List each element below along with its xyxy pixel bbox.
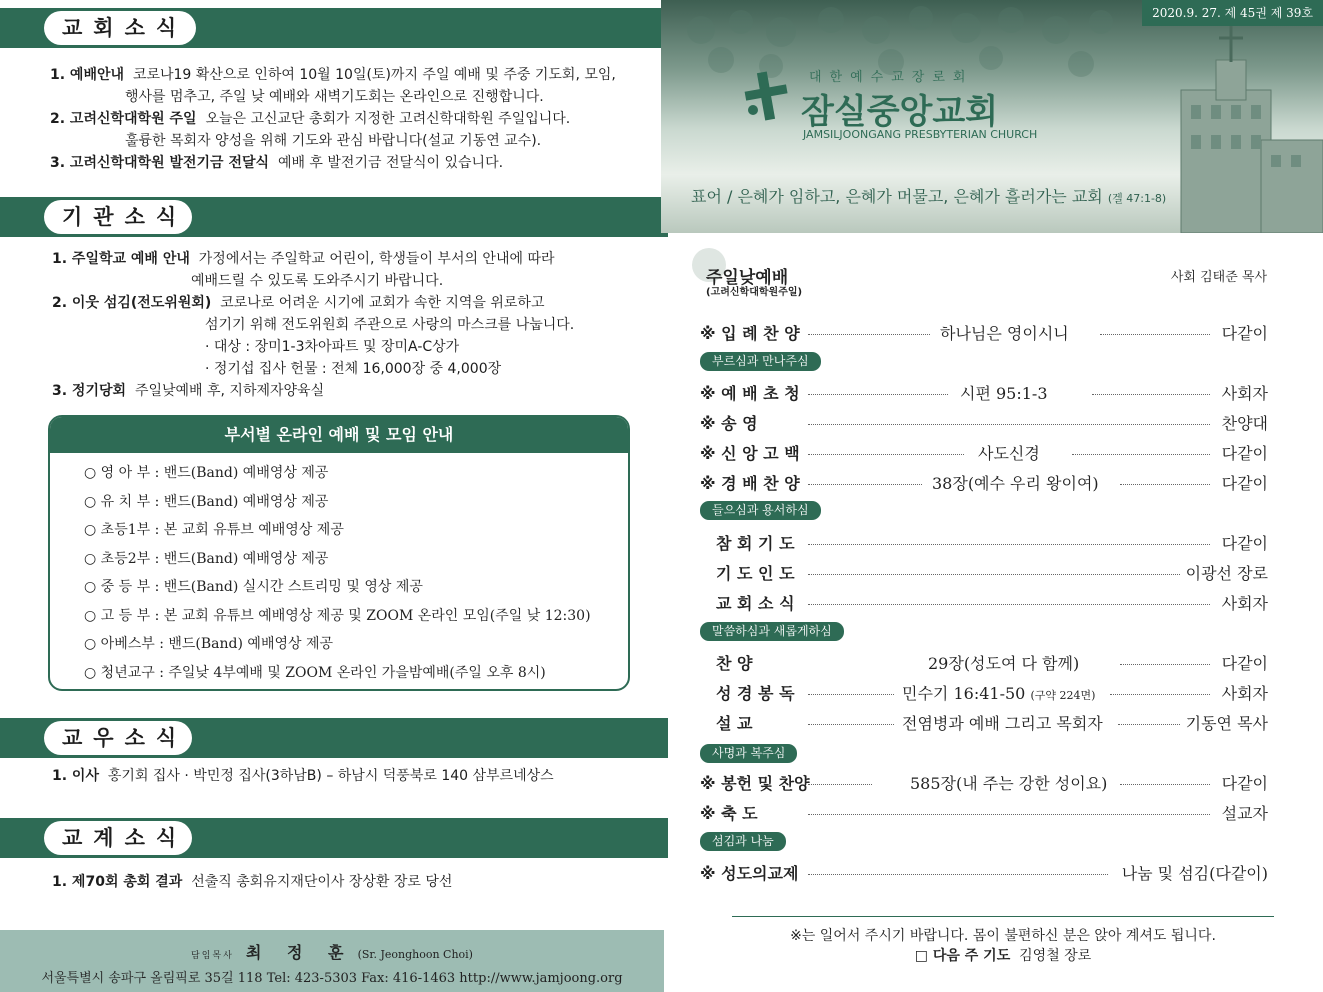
member-notice-list: [52, 765, 554, 787]
order-item: ※ 성도의교제 나눔 및 섬김(다같이): [700, 864, 1268, 883]
list-item: 2. 이웃 섬김(전도위원회) 코로나로 어려운 시기에 교회가 속한 지역을 위로하고: [52, 295, 545, 311]
pastor-english-name: (Sr. Jeonghoon Choi): [357, 948, 473, 961]
issue-number: 2020.9. 27. 제 45권 제 39호: [1142, 0, 1323, 26]
divider: [732, 916, 1274, 917]
order-item: 교 회 소 식 사회자: [716, 594, 1268, 613]
pastor-name: 최 정 훈: [245, 943, 354, 962]
church-address: 서울특별시 송파구 올림픽로 35길 118 Tel: 423-5303 Fax: 416-1463 http://www.jamjoong.org: [41, 971, 623, 986]
list-item-cont: 훌륭한 목회자 양성을 위해 기도와 관심 바랍니다(설교 기동연 교수).: [125, 133, 542, 149]
list-item: ○ 유 치 부 : 밴드(Band) 예배영상 제공: [84, 493, 329, 510]
list-item: ○ 중 등 부 : 밴드(Band) 실시간 스트리밍 및 영상 제공: [84, 579, 423, 595]
church-name: 잠실중앙교회: [801, 92, 999, 132]
order-item: ※ 봉헌 및 찬양 585장(내 주는 강한 성이요) 다같이: [700, 774, 1268, 793]
next-prayer: □ 다음 주 기도 김영철 장로: [914, 948, 1092, 964]
list-item: 1. 예배안내 코로나19 확산으로 인하여 10월 10일(토)까지 주일 예배 및 주중 기도회, 모임,: [50, 67, 616, 83]
church-notice-list: [50, 64, 616, 174]
list-item-cont: 섬기기 위해 전도위원회 주관으로 사랑의 마스크를 나눕니다.: [205, 317, 575, 333]
list-item-cont: 행사를 멈추고, 주일 낮 예배와 새벽기도회는 온라인으로 진행합니다.: [125, 89, 544, 105]
list-item: 1. 주일학교 예배 안내 가정에서는 주일학교 어린이, 학생들이 부서의 안내에 따라: [52, 251, 555, 267]
list-item: ○ 청년교구 : 주일낮 4부예배 및 ZOOM 온라인 가을밤예배(주일 오후 8시): [84, 664, 546, 681]
header-banner: [661, 0, 1323, 233]
section-label: 사명과 복주심: [700, 744, 797, 763]
section-label: 들으심과 용서하심: [700, 501, 821, 520]
list-item-cont: 예배드릴 수 있도록 도와주시기 바랍니다.: [191, 273, 444, 289]
church-name-english: JAMSILJOONGANG PRESBYTERIAN CHURCH: [803, 128, 1038, 141]
online-worship-list: [50, 453, 628, 687]
pastor-title: 담임목사: [191, 951, 234, 961]
list-item: ○ 영 아 부 : 밴드(Band) 예배영상 제공: [84, 465, 329, 481]
online-worship-title: 부서별 온라인 예배 및 모임 안내: [50, 417, 628, 453]
church-logo-icon: [745, 71, 788, 120]
order-item: ※ 축 도 설교자: [700, 804, 1268, 823]
worship-presider: 사회 김태준 목사: [1170, 270, 1267, 285]
order-item: ※ 경 배 찬 양 38장(예수 우리 왕이여) 다같이: [700, 474, 1268, 493]
worship-title: 주일낮예배: [706, 268, 789, 288]
list-item: ○ 고 등 부 : 본 교회 유튜브 예배영상 제공 및 ZOOM 온라인 모임(주일 낮 12:30): [84, 607, 591, 624]
list-item-sub: · 정기섭 집사 헌물 : 전체 16,000장 중 4,000장: [205, 361, 502, 377]
list-item-sub: · 대상 : 장미1-3차아파트 및 장미A-C상가: [205, 339, 460, 355]
section-label: 부르심과 만나주심: [700, 352, 821, 371]
list-item: 3. 고려신학대학원 발전기금 전달식 예배 후 발전기금 전달식이 있습니다.: [50, 155, 504, 171]
order-item: 성 경 봉 독 민수기 16:41-50 (구약 224면) 사회자: [716, 684, 1268, 703]
order-item: 기 도 인 도 이광선 장로: [716, 564, 1268, 583]
member-notice-heading: 교우소식: [44, 721, 192, 755]
list-item: 1. 이사 홍기회 집사 · 박민정 집사(3하남B) – 하남시 덕풍북로 140 삼부르네상스: [52, 768, 554, 784]
list-item: 3. 정기당회 주일낮예배 후, 지하제자양육실: [52, 383, 325, 399]
section-label: 말씀하심과 새롭게하심: [700, 622, 844, 641]
denom-notice-list: [52, 871, 452, 893]
order-item: 설 교 전염병과 예배 그리고 목회자 기동연 목사: [716, 714, 1268, 733]
standing-note: ※는 일어서 주시기 바랍니다. 몸이 불편하신 분은 앉아 계셔도 됩니다.: [790, 928, 1216, 944]
order-item: ※ 송 영 찬양대: [700, 414, 1268, 433]
list-item: ○ 초등2부 : 밴드(Band) 예배영상 제공: [84, 550, 329, 567]
section-label: 섬김과 나눔: [700, 832, 786, 851]
order-item: 찬 양 29장(성도여 다 함께) 다같이: [716, 654, 1268, 673]
church-notice-heading: 교회소식: [44, 11, 196, 45]
org-notice-list: [52, 248, 574, 402]
denomination: 대한예수교장로회: [809, 70, 974, 85]
org-notice-heading: 기관소식: [44, 200, 192, 234]
list-item: 2. 고려신학대학원 주일 오늘은 고신교단 총회가 지정한 고려신학대학원 주일입니다.: [50, 111, 571, 127]
order-item: ※ 입 례 찬 양 하나님은 영이시니 다같이: [700, 324, 1268, 343]
list-item: 1. 제70회 총회 결과 선출직 총회유지재단이사 장상환 장로 당선: [52, 874, 453, 890]
list-item: ○ 아베스부 : 밴드(Band) 예배영상 제공: [84, 636, 334, 652]
denom-notice-heading: 교계소식: [44, 821, 192, 855]
order-item: 참 회 기 도 다같이: [716, 534, 1268, 553]
order-item: ※ 신 앙 고 백 사도신경 다같이: [700, 444, 1268, 463]
online-worship-box: [48, 415, 630, 691]
list-item: ○ 초등1부 : 본 교회 유튜브 예배영상 제공: [84, 522, 344, 538]
footer: [0, 930, 664, 992]
order-item: ※ 예 배 초 청 시편 95:1-3 사회자: [700, 384, 1268, 403]
worship-subtitle: (고려신학대학원주일): [706, 287, 803, 298]
church-motto: 표어 / 은혜가 임하고, 은혜가 머물고, 은혜가 흘러가는 교회 (겔 47:1-8): [691, 187, 1167, 206]
